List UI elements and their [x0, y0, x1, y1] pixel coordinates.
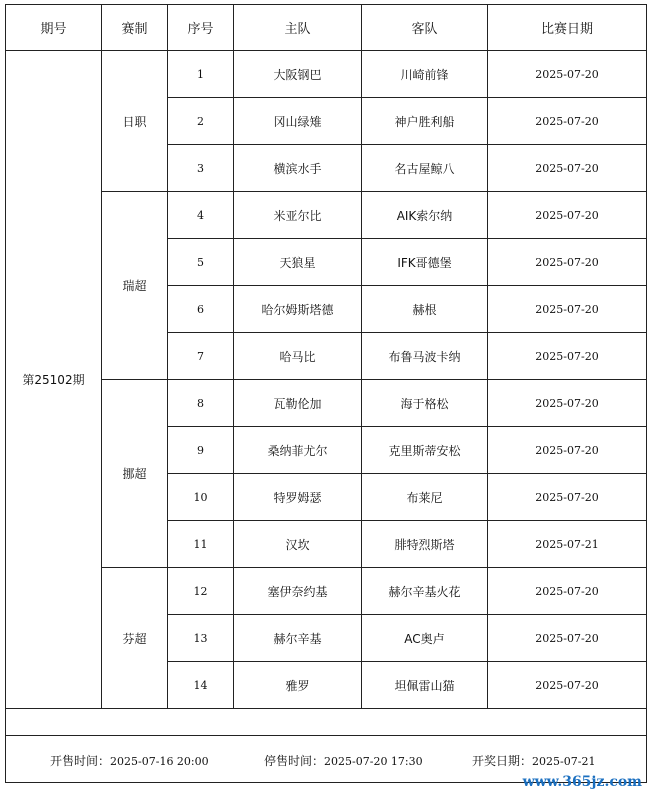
header-period: 期号: [6, 5, 102, 51]
league-cell: 日职: [102, 51, 168, 192]
home-team-cell: 哈马比: [234, 333, 362, 380]
date-cell: 2025-07-20: [488, 239, 647, 286]
header-league: 赛制: [102, 5, 168, 51]
seq-cell: 8: [168, 380, 234, 427]
seq-cell: 1: [168, 51, 234, 98]
table-row: [6, 568, 647, 615]
date-cell: 2025-07-20: [488, 98, 647, 145]
seq-cell: 5: [168, 239, 234, 286]
seq-cell: 7: [168, 333, 234, 380]
sale-end: [264, 752, 423, 769]
away-team-cell: 克里斯蒂安松: [362, 427, 488, 474]
home-team-cell: 桑纳菲尤尔: [234, 427, 362, 474]
home-team-cell: 汉坎: [234, 521, 362, 568]
seq-cell: 2: [168, 98, 234, 145]
home-team-cell: 特罗姆瑟: [234, 474, 362, 521]
league-cell: 挪超: [102, 380, 168, 568]
home-team-cell: 米亚尔比: [234, 192, 362, 239]
date-cell: 2025-07-20: [488, 427, 647, 474]
home-team-cell: 大阪钢巴: [234, 51, 362, 98]
header-date: 比赛日期: [488, 5, 647, 51]
home-team-cell: 横滨水手: [234, 145, 362, 192]
spacer-row: [6, 709, 647, 736]
seq-cell: 3: [168, 145, 234, 192]
seq-cell: 12: [168, 568, 234, 615]
sale-end-label: 停售时间：: [264, 754, 325, 768]
away-team-cell: AC奥卢: [362, 615, 488, 662]
home-team-cell: 瓦勒伦加: [234, 380, 362, 427]
away-team-cell: 名古屋鲸八: [362, 145, 488, 192]
date-cell: 2025-07-20: [488, 474, 647, 521]
schedule-table: [5, 4, 647, 783]
home-team-cell: 赫尔辛基: [234, 615, 362, 662]
away-team-cell: 海于格松: [362, 380, 488, 427]
seq-cell: 10: [168, 474, 234, 521]
home-team-cell: 塞伊奈约基: [234, 568, 362, 615]
league-cell: 芬超: [102, 568, 168, 709]
seq-cell: 4: [168, 192, 234, 239]
away-team-cell: 赫尔辛基火花: [362, 568, 488, 615]
date-cell: 2025-07-20: [488, 192, 647, 239]
away-team-cell: IFK哥德堡: [362, 239, 488, 286]
table-row: [6, 380, 647, 427]
away-team-cell: 腓特烈斯塔: [362, 521, 488, 568]
away-team-cell: 坦佩雷山猫: [362, 662, 488, 709]
date-cell: 2025-07-20: [488, 380, 647, 427]
away-team-cell: 赫根: [362, 286, 488, 333]
table-row: [6, 51, 647, 98]
draw-date-label: 开奖日期：: [472, 754, 533, 768]
away-team-cell: 布鲁马波卡纳: [362, 333, 488, 380]
seq-cell: 9: [168, 427, 234, 474]
sale-start-value: 2025-07-16 20:00: [110, 755, 209, 768]
seq-cell: 6: [168, 286, 234, 333]
home-team-cell: 天狼星: [234, 239, 362, 286]
date-cell: 2025-07-20: [488, 615, 647, 662]
away-team-cell: 布莱尼: [362, 474, 488, 521]
date-cell: 2025-07-20: [488, 145, 647, 192]
home-team-cell: 冈山绿雉: [234, 98, 362, 145]
date-cell: 2025-07-21: [488, 521, 647, 568]
league-cell: 瑞超: [102, 192, 168, 380]
date-cell: 2025-07-20: [488, 662, 647, 709]
home-team-cell: 雅罗: [234, 662, 362, 709]
date-cell: 2025-07-20: [488, 568, 647, 615]
sale-start: [50, 752, 209, 769]
date-cell: 2025-07-20: [488, 333, 647, 380]
table-row: [6, 192, 647, 239]
header-away: 客队: [362, 5, 488, 51]
home-team-cell: 哈尔姆斯塔德: [234, 286, 362, 333]
seq-cell: 11: [168, 521, 234, 568]
away-team-cell: 神户胜利船: [362, 98, 488, 145]
sale-start-label: 开售时间：: [50, 754, 111, 768]
sale-end-value: 2025-07-20 17:30: [324, 755, 423, 768]
header-seq: 序号: [168, 5, 234, 51]
date-cell: 2025-07-20: [488, 51, 647, 98]
seq-cell: 14: [168, 662, 234, 709]
draw-date-value: 2025-07-21: [532, 755, 596, 768]
draw-date: [472, 752, 595, 769]
watermark: www.365jz.com: [522, 774, 642, 790]
away-team-cell: AIK索尔纳: [362, 192, 488, 239]
seq-cell: 13: [168, 615, 234, 662]
period-cell: 第25102期: [6, 51, 102, 709]
header-row: [6, 5, 647, 51]
date-cell: 2025-07-20: [488, 286, 647, 333]
header-home: 主队: [234, 5, 362, 51]
away-team-cell: 川崎前锋: [362, 51, 488, 98]
